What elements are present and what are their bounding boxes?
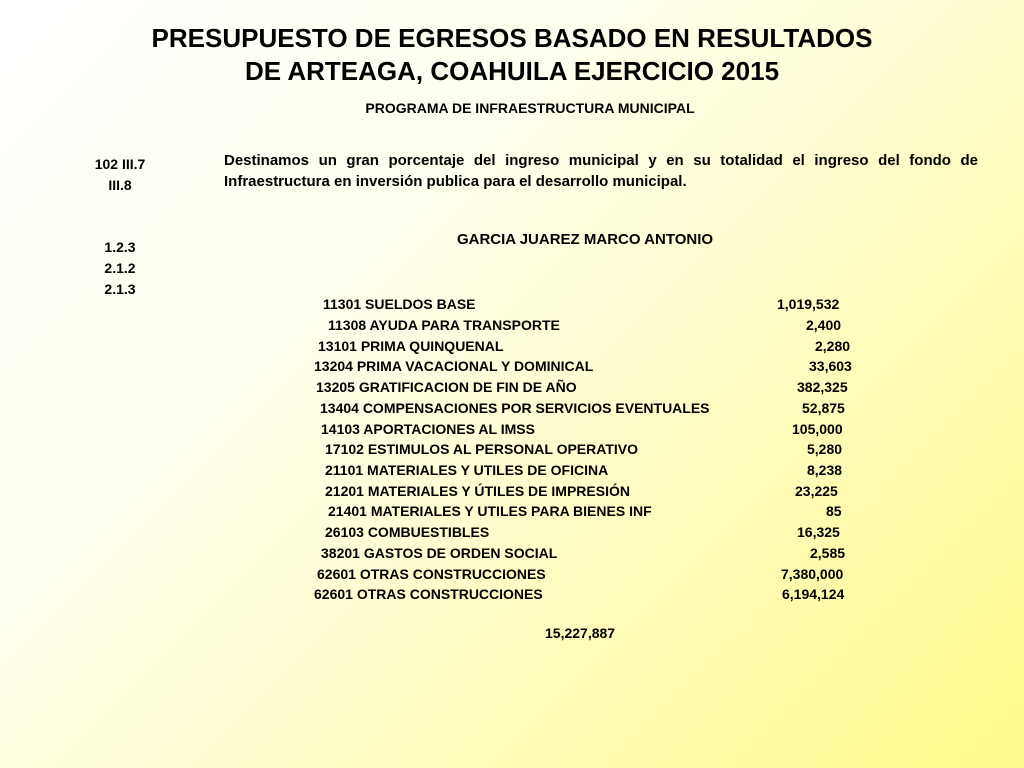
code-label: 1.2.3 — [104, 239, 136, 255]
responsible-name: GARCIA JUAREZ MARCO ANTONIO — [456, 231, 714, 248]
item-amount: 52,875 — [802, 400, 845, 416]
code-label: 2.1.2 — [104, 260, 136, 276]
item-amount: 23,225 — [795, 483, 838, 499]
item-code-label: 14103 APORTACIONES AL IMSS — [321, 421, 535, 437]
item-amount: 7,380,000 — [781, 566, 844, 582]
item-code-label: 21101 MATERIALES Y UTILES DE OFICINA — [325, 462, 609, 478]
budget-total: 15,227,887 — [545, 625, 616, 641]
item-amount: 2,280 — [815, 338, 851, 354]
page-title — [0, 22, 1024, 88]
title-line-1: PRESUPUESTO DE EGRESOS BASADO EN RESULTADOS — [151, 23, 873, 53]
item-code-label: 11301 SUELDOS BASE — [323, 296, 476, 312]
item-code-label: 62601 OTRAS CONSTRUCCIONES — [314, 586, 543, 602]
item-amount: 2,585 — [810, 545, 846, 561]
item-amount: 1,019,532 — [777, 296, 840, 312]
classification-codes-mid — [70, 237, 170, 300]
title-line-2: DE ARTEAGA, COAHUILA EJERCICIO 2015 — [244, 56, 780, 86]
code-label: 2.1.3 — [104, 281, 136, 297]
item-code-label: 21201 MATERIALES Y ÚTILES DE IMPRESIÓN — [325, 483, 630, 499]
item-code-label: 13101 PRIMA QUINQUENAL — [318, 338, 504, 354]
item-amount: 8,238 — [807, 462, 843, 478]
item-code-label: 26103 COMBUESTIBLES — [325, 524, 490, 540]
description-text: Destinamos un gran porcentaje del ingreso municipal y en su totalidad el ingreso del fondo de Infraestructura en inversión publica para el desarrollo municipal. — [224, 152, 978, 190]
item-amount: 382,325 — [797, 379, 848, 395]
item-code-label: 38201 GASTOS DE ORDEN SOCIAL — [321, 545, 558, 561]
item-amount: 16,325 — [797, 524, 840, 540]
classification-codes-top — [70, 154, 170, 196]
program-description — [224, 150, 978, 192]
item-amount: 85 — [826, 503, 842, 519]
item-amount: 5,280 — [807, 441, 843, 457]
item-code-label: 11308 AYUDA PARA TRANSPORTE — [328, 317, 560, 333]
item-code-label: 21401 MATERIALES Y UTILES PARA BIENES INF — [328, 503, 652, 519]
item-code-label: 13204 PRIMA VACACIONAL Y DOMINICAL — [314, 358, 594, 374]
item-code-label: 17102 ESTIMULOS AL PERSONAL OPERATIVO — [325, 441, 638, 457]
item-amount: 2,400 — [806, 317, 842, 333]
program-subtitle: PROGRAMA DE INFRAESTRUCTURA MUNICIPAL — [365, 100, 695, 116]
item-code-label: 13404 COMPENSACIONES POR SERVICIOS EVENTUALES — [320, 400, 710, 416]
item-amount: 33,603 — [809, 358, 852, 374]
item-code-label: 62601 OTRAS CONSTRUCCIONES — [317, 566, 546, 582]
code-label: 102 III.7 — [94, 156, 146, 172]
code-label: III.8 — [108, 177, 132, 193]
item-code-label: 13205 GRATIFICACION DE FIN DE AÑO — [316, 379, 577, 395]
item-amount: 105,000 — [792, 421, 843, 437]
item-amount: 6,194,124 — [782, 586, 845, 602]
